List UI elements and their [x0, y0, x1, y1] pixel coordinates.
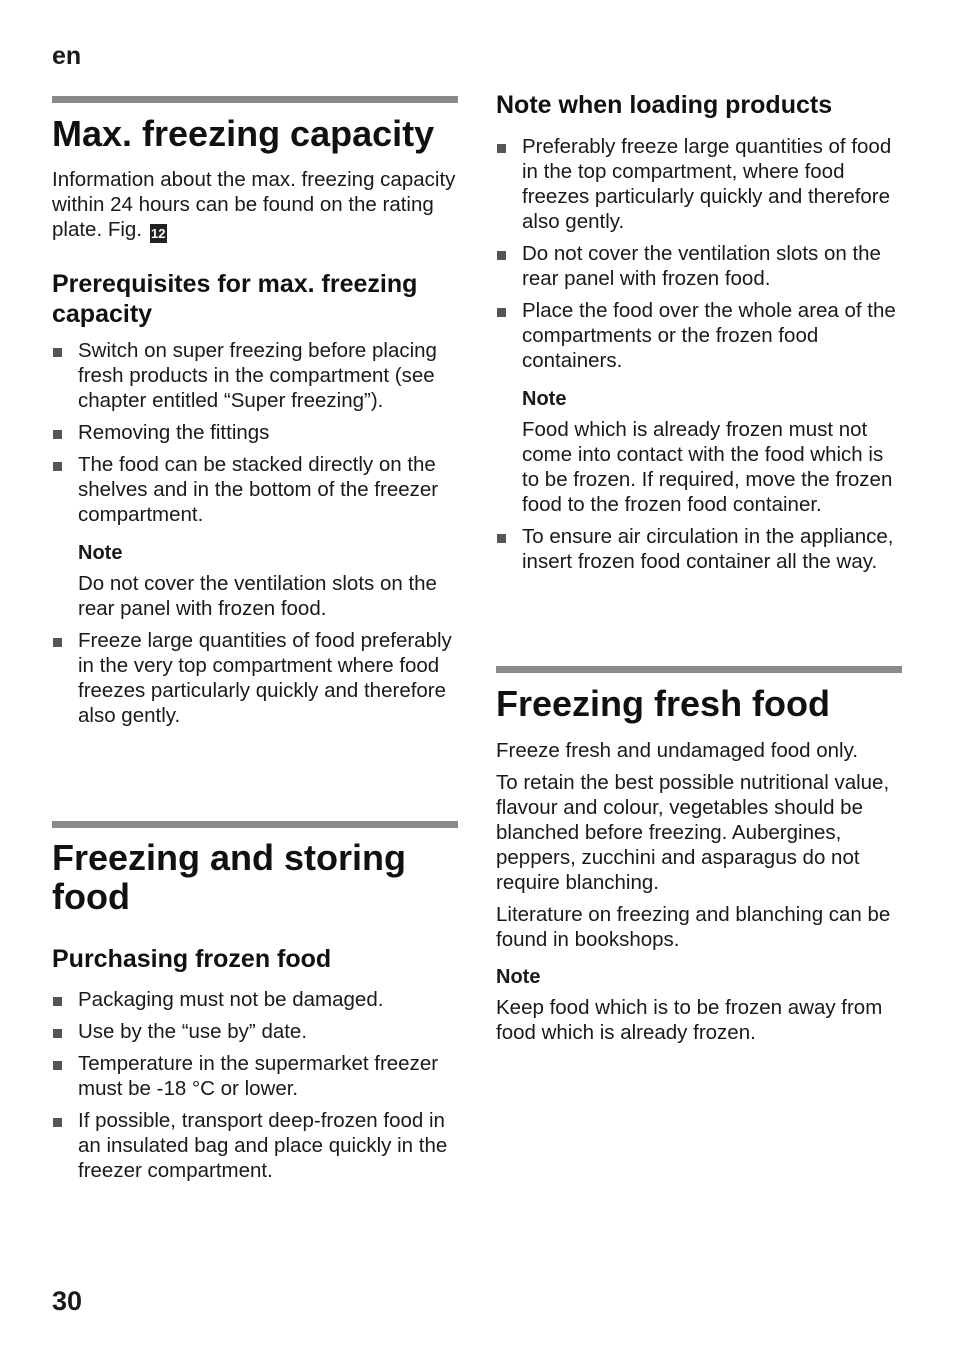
list-item: Freeze large quantities of food preferably in the very top compartment where food freezes particularly quickly and therefore also gently. [52, 628, 458, 728]
note-text: Keep food which is to be frozen away from food which is already frozen. [496, 996, 883, 1044]
bullet-square-icon [497, 251, 506, 260]
paragraph: Literature on freezing and blanching can be found in bookshops. [496, 903, 891, 951]
intro-text: Information about the max. freezing capacity within 24 hours can be found on the rating plate. Fig. [52, 168, 456, 241]
list-item: Packaging must not be damaged. [52, 987, 458, 1012]
prerequisites-list [52, 338, 458, 735]
note-block [52, 541, 458, 621]
section-rule [496, 666, 902, 673]
bullet-square-icon [53, 1029, 62, 1038]
bullet-square-icon [53, 1118, 62, 1127]
list-item: Switch on super freezing before placing fresh products in the compartment (see chapter entitled “Super freezing”). [52, 338, 458, 413]
note-text: Food which is already frozen must not come into contact with the food which is to be frozen. If required, move the frozen food to the frozen food container. [522, 418, 893, 516]
purchasing-list [52, 987, 458, 1190]
section-rule [52, 96, 458, 103]
list-item: If possible, transport deep-frozen food in an insulated bag and place quickly in the freezer compartment. [52, 1108, 458, 1183]
figure-reference: 12 [151, 226, 166, 241]
list-item: Temperature in the supermarket freezer must be -18 °C or lower. [52, 1051, 458, 1101]
section-rule [52, 821, 458, 828]
subsection-title-prerequisites: Prerequisites for max. freezing capacity [52, 270, 418, 328]
paragraph: To retain the best possible nutritional value, flavour and colour, vegetables should be blanched before freezing. Aubergines, peppers, zucchini and asparagus do not require blanching. [496, 771, 890, 894]
subsection-title-purchasing: Purchasing frozen food [52, 945, 332, 973]
page-number: 30 [52, 1286, 83, 1316]
list-item: To ensure air circulation in the appliance, insert frozen food container all the way. [496, 524, 902, 574]
section-title-freezing-fresh-food: Freezing fresh food [496, 683, 831, 724]
note-heading: Note [522, 388, 567, 410]
loading-list [496, 134, 902, 581]
bullet-square-icon [497, 534, 506, 543]
bullet-square-icon [53, 348, 62, 357]
max-capacity-intro [52, 167, 458, 243]
language-tag: en [52, 42, 82, 70]
list-item: The food can be stacked directly on the shelves and in the bottom of the freezer compartment. [52, 452, 458, 527]
section-title-freezing-storing: Freezing and storing food [52, 837, 407, 917]
fresh-food-body [496, 738, 902, 1045]
note-heading: Note [78, 542, 123, 564]
bullet-square-icon [53, 1061, 62, 1070]
list-item: Use by the “use by” date. [52, 1019, 458, 1044]
note-text: Do not cover the ventilation slots on the rear panel with frozen food. [78, 572, 437, 620]
subsection-title-loading: Note when loading products [496, 91, 833, 119]
bullet-square-icon [53, 997, 62, 1006]
bullet-square-icon [497, 308, 506, 317]
paragraph: Freeze fresh and undamaged food only. [496, 739, 859, 762]
bullet-square-icon [53, 430, 62, 439]
section-title-max-freezing-capacity: Max. freezing capacity [52, 113, 435, 154]
bullet-square-icon [53, 462, 62, 471]
bullet-square-icon [497, 144, 506, 153]
list-item: Removing the fittings [52, 420, 458, 445]
list-item: Do not cover the ventilation slots on the rear panel with frozen food. [496, 241, 902, 291]
note-heading: Note [496, 966, 541, 988]
list-item: Preferably freeze large quantities of food in the top compartment, where food freezes particularly quickly and therefore also gently. [496, 134, 902, 234]
list-item: Place the food over the whole area of the compartments or the frozen food containers. [496, 298, 902, 373]
note-block [496, 387, 902, 517]
bullet-square-icon [53, 638, 62, 647]
